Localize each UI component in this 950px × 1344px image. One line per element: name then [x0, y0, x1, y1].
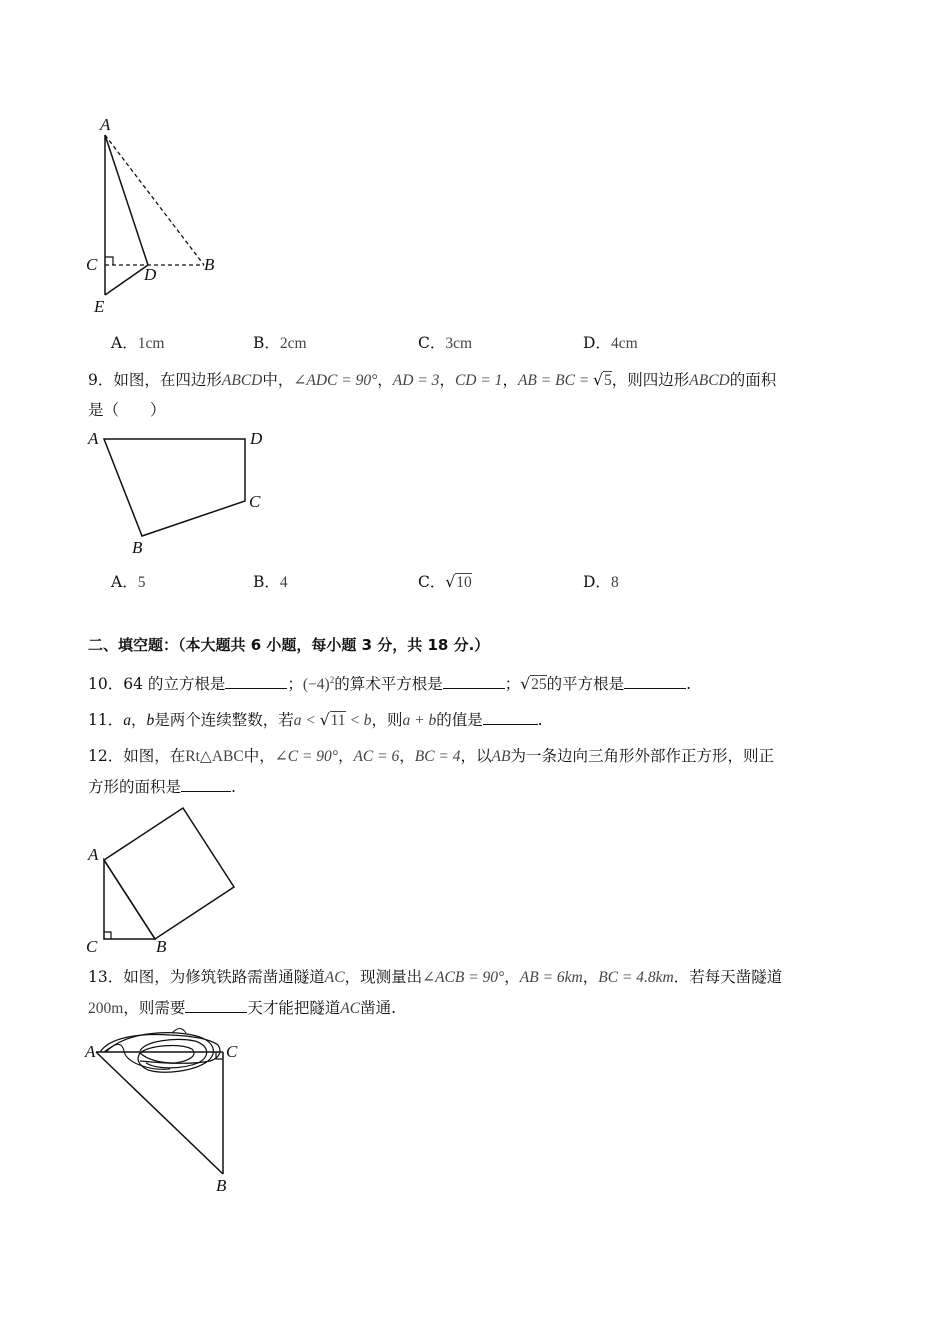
q8-figure [80, 110, 240, 320]
q9-option-c[interactable]: C．√10 [418, 573, 472, 591]
q10-line: 10．64 的立方根是 ；$(-4)^2$的算术平方根是 ；√25的平方根是 . [88, 675, 692, 694]
q13-line2: 200m，则需要 天才能把隧道AC凿通. [88, 999, 397, 1017]
q11-line: 11．a，b是两个连续整数，若a < √11 < b，则a + b的值是 . [88, 711, 543, 729]
q13-line1: 13．如图，为修筑铁路需凿通隧道AC，现测量出∠ACB = 90°，AB = 6km，BC = 4.8km．若每天凿隧道 [88, 968, 783, 986]
q9-figure [80, 420, 280, 560]
section-2-heading: 二、填空题：（本大题共 6 小题，每小题 3 分，共 18 分.） [88, 636, 490, 654]
q8-option-c[interactable]: C．3cm [418, 334, 473, 352]
q10-blank-3[interactable] [624, 674, 686, 689]
q10-blank-1[interactable] [225, 674, 287, 689]
q12-label-c: C [86, 937, 98, 956]
q8-label-a: A [100, 115, 111, 134]
q9-line2: 是（ ） [88, 401, 166, 419]
q12-label-a: A [88, 845, 99, 864]
q13-label-b: B [216, 1176, 227, 1195]
q9-option-a[interactable]: A．5 [111, 573, 146, 591]
q9-label-c: C [249, 492, 261, 511]
q9-label-a: A [88, 429, 99, 448]
q8-label-b: B [204, 255, 215, 274]
q10-blank-2[interactable] [443, 674, 505, 689]
q9-label-b: B [132, 538, 143, 557]
q12-line1: 12．如图，在Rt△ABC中，∠C = 90°，AC = 6，BC = 4，以AB为一条边向三角形外部作正方形，则正 [88, 747, 774, 765]
q9-line1: 9．如图，在四边形ABCD中，∠ADC = 90°，AD = 3，CD = 1，AB = BC = √5，则四边形ABCD的面积 [88, 371, 777, 389]
q12-line2: 方形的面积是 . [88, 778, 236, 796]
q9-option-b[interactable]: B．4 [253, 573, 288, 591]
q13-blank[interactable] [185, 998, 247, 1013]
q13-label-a: A [85, 1042, 96, 1061]
q12-figure [80, 800, 260, 960]
q12-blank[interactable] [181, 777, 231, 792]
q13-label-c: C [226, 1042, 238, 1061]
q8-label-c: C [86, 255, 98, 274]
q13-figure [80, 1025, 260, 1200]
q12-label-b: B [156, 937, 167, 956]
q9-label-d: D [250, 429, 263, 448]
q11-blank[interactable] [483, 710, 538, 725]
q9-option-d[interactable]: D．8 [583, 573, 619, 591]
q8-label-d: D [144, 265, 157, 284]
q8-option-a[interactable]: A．1cm [111, 334, 165, 352]
q8-option-d[interactable]: D．4cm [583, 334, 638, 352]
q8-label-e: E [94, 297, 105, 316]
q8-option-b[interactable]: B．2cm [253, 334, 307, 352]
